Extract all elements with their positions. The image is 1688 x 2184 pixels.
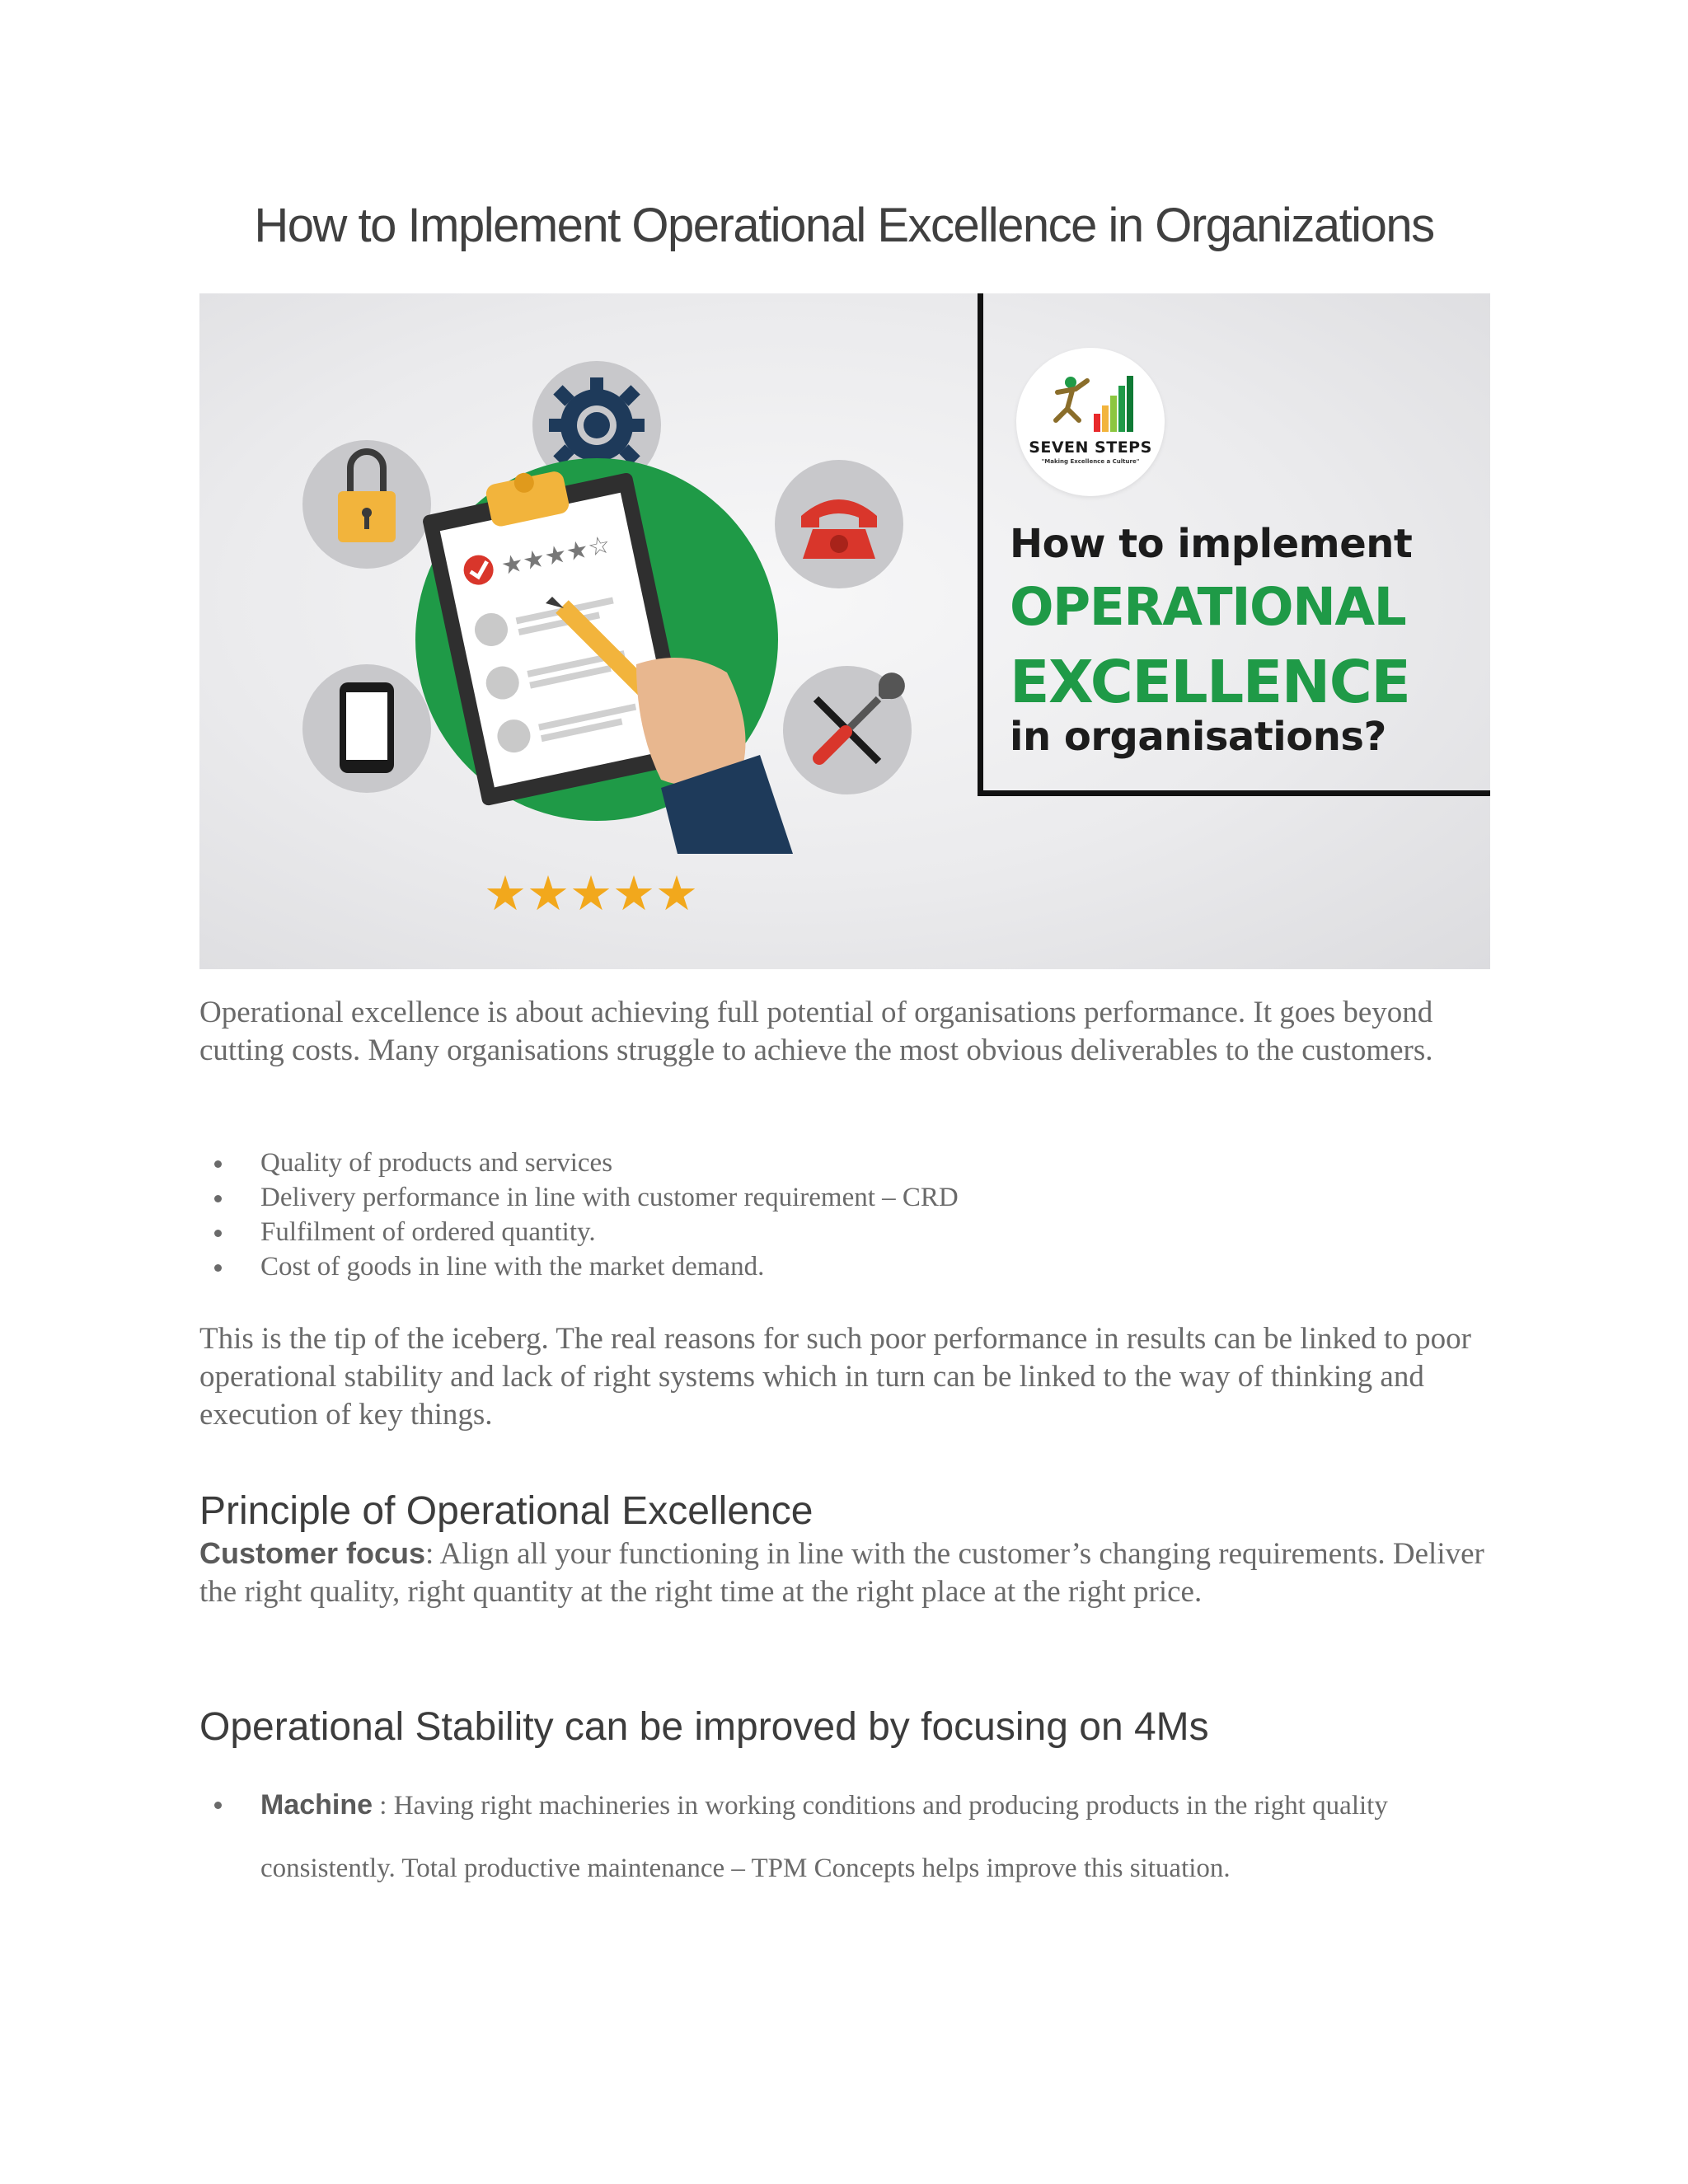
principle-paragraph [199, 1535, 1490, 1611]
item-lead: Machine [260, 1789, 373, 1821]
list-item: Cost of goods in line with the market demand. [199, 1249, 1490, 1284]
tablet-icon [302, 664, 431, 793]
list-item [199, 1774, 1490, 1900]
logo-tagline: "Making Excellence a Culture" [1041, 458, 1140, 465]
tools-icon [783, 666, 912, 794]
logo-name: SEVEN STEPS [1029, 438, 1152, 457]
document-title: How to Implement Operational Excellence in Organizations [254, 199, 1434, 252]
telephone-icon [775, 460, 903, 588]
principle-lead: Customer focus [199, 1536, 426, 1570]
principle-text: : Align all your functioning in line with the customer’s changing requirements. Deliver the right quality, right quantity at the right time at the right place at the right price. [199, 1537, 1484, 1609]
hero-banner [199, 293, 1490, 969]
iceberg-paragraph: This is the tip of the iceberg. The real reasons for such poor performance in results can be linked to poor operational stability and lack of right systems which in turn can be linked to the way of thinking and execution of key things. [199, 1322, 1471, 1432]
svg-text:★★★★☆: ★★★★☆ [498, 530, 613, 582]
stability-heading: Operational Stability can be improved by focusing on 4Ms [199, 1705, 1209, 1749]
list-item: Quality of products and services [199, 1146, 1490, 1180]
padlock-icon [302, 440, 431, 569]
four-ms-list [199, 1774, 1490, 1900]
intro-paragraph: Operational excellence is about achieving full potential of organisations performance. It goes beyond cutting costs. Many organisations struggle to achieve the most obvious deliverables to the customers. [199, 996, 1433, 1067]
deliverables-list [199, 1146, 1490, 1284]
list-item: Fulfilment of ordered quantity. [199, 1215, 1490, 1249]
hero-headline-line3: EXCELLENCE [1010, 648, 1410, 716]
svg-text:★★★★★: ★★★★★ [484, 865, 698, 921]
rating-stars [484, 865, 698, 921]
list-item: Delivery performance in line with customer requirement – CRD [199, 1180, 1490, 1215]
seven-steps-logo [1016, 348, 1165, 496]
hero-headline-line2: OPERATIONAL [1010, 577, 1406, 637]
hero-illustration [199, 293, 978, 969]
item-text: : Having right machineries in working conditions and producing products in the right quality consistently. Total productive maintenance – TPM Concepts helps improve this situation. [260, 1791, 1388, 1883]
hero-title-panel [978, 293, 1490, 796]
logo-figure-icon [1041, 368, 1140, 438]
principle-heading: Principle of Operational Excellence [199, 1489, 814, 1533]
hero-headline-line1: How to implement [1010, 521, 1413, 567]
hero-headline-line4: in organisations? [1010, 714, 1386, 760]
